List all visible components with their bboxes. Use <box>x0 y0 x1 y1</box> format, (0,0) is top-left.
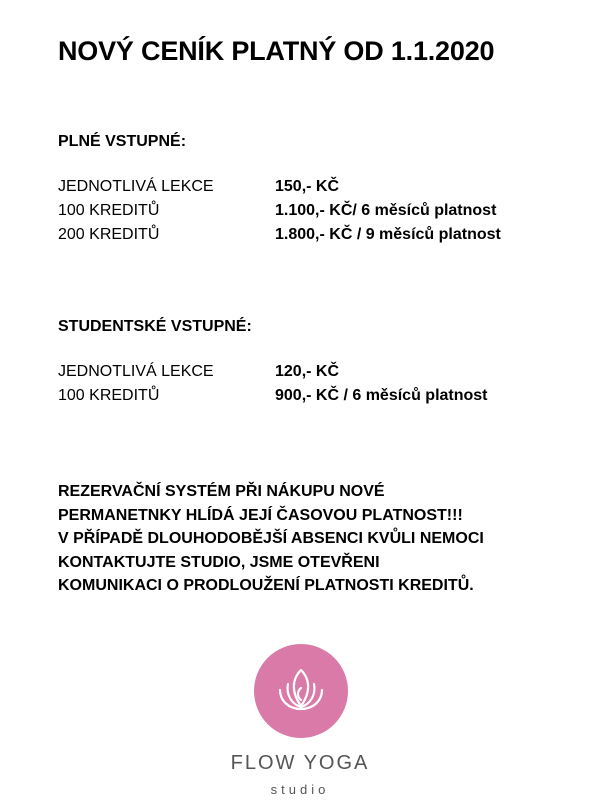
price-item-label: JEDNOTLIVÁ LEKCE <box>58 178 214 195</box>
lotus-icon <box>254 644 348 738</box>
price-item-label: 100 KREDITŮ <box>58 387 160 404</box>
price-value: 1.800,- KČ / 9 měsíců platnost <box>275 226 501 243</box>
price-row <box>58 387 578 411</box>
price-item-label: 200 KREDITŮ <box>58 226 160 243</box>
notice-line: V PŘÍPADĚ DLOUHODOBĚJŠÍ ABSENCI KVŮLI NEMOCI <box>58 530 484 547</box>
price-row <box>58 363 578 387</box>
price-item-label: 100 KREDITŮ <box>58 202 160 219</box>
notice-line: KOMUNIKACI O PRODLOUŽENÍ PLATNOSTI KREDITŮ. <box>58 577 474 594</box>
page-title: NOVÝ CENÍK PLATNÝ OD 1.1.2020 <box>58 36 495 66</box>
price-value: 120,- KČ <box>275 363 340 380</box>
notice-line: KONTAKTUJTE STUDIO, JSME OTEVŘENI <box>58 553 380 571</box>
notice-line: PERMANETNKY HLÍDÁ JEJÍ ČASOVOU PLATNOST!!! <box>58 506 463 524</box>
price-value: 1.100,- KČ/ 6 měsíců platnost <box>275 202 497 219</box>
full-price-heading: PLNÉ VSTUPNÉ: <box>58 133 187 150</box>
student-price-heading: STUDENTSKÉ VSTUPNÉ: <box>58 318 252 335</box>
price-value: 900,- KČ / 6 měsíců platnost <box>275 387 488 404</box>
price-value: 150,- KČ <box>275 178 340 195</box>
price-row <box>58 226 578 250</box>
price-row <box>58 202 578 226</box>
reservation-notice <box>58 480 578 598</box>
brand-name: FLOW YOGA <box>230 752 370 774</box>
brand-subtitle: studio <box>270 782 330 797</box>
price-row <box>58 178 578 202</box>
price-item-label: JEDNOTLIVÁ LEKCE <box>58 363 214 380</box>
notice-line: REZERVAČNÍ SYSTÉM PŘI NÁKUPU NOVÉ <box>58 483 385 500</box>
